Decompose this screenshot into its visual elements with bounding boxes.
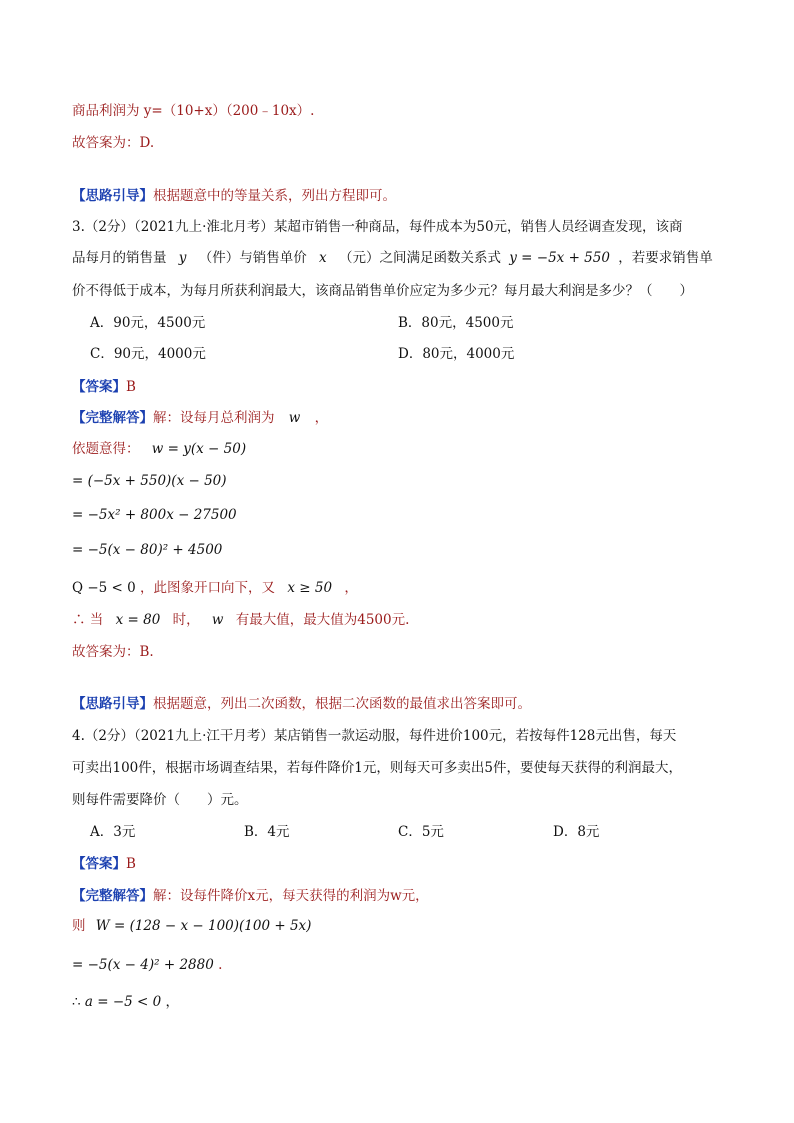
q4-option-c[interactable]: C．5元	[398, 824, 444, 840]
q3-function: y = −5x + 550	[509, 250, 610, 266]
q3-option-b[interactable]: B．80元，4500元	[398, 315, 514, 331]
q4-step3-end: ，	[165, 994, 180, 1010]
q3-step-2: = (−5x + 550)(x − 50)	[72, 473, 227, 489]
q4-option-a[interactable]: A．3元	[90, 824, 136, 840]
answer-value: B	[126, 379, 136, 395]
q3-text-b: （件）与销售单价	[198, 250, 307, 266]
q3-var-x: x	[319, 250, 327, 266]
hint-tag: 【思路引导】	[72, 188, 153, 204]
q4-stem-line-2: 可卖出100件，根据市场调查结果，若每件降价1元，则每天可多卖出5件，要使每天获得的利润最大，	[72, 760, 682, 776]
q4-step1-label: 则	[72, 918, 86, 934]
q4-step-1	[72, 916, 311, 936]
q4-answer-value: B	[126, 856, 136, 872]
q4-answer	[72, 854, 136, 874]
q4-step3-therefore: ∴	[72, 994, 81, 1010]
q3-text-a: 品每月的销售量	[72, 250, 167, 266]
hint-1	[72, 186, 396, 206]
step5-end: ，	[344, 580, 358, 596]
q4-step-2	[72, 955, 222, 975]
q4-step-3	[72, 992, 179, 1012]
q3-option-c[interactable]: C．90元，4000元	[90, 346, 206, 362]
answer-line-d: 故答案为：D.	[72, 135, 155, 151]
answer-tag: 【答案】	[72, 379, 126, 395]
step6-x: x = 80	[115, 612, 161, 628]
step6-max: 有最大值，最大值为4500元.	[235, 612, 410, 628]
q3-answer	[72, 377, 136, 397]
solution-var-w: w	[288, 410, 301, 426]
hint-2	[72, 694, 531, 714]
q3-text-c: （元）之间满足函数关系式	[338, 250, 501, 266]
q3-step-3: = −5x² + 800x − 27500	[72, 507, 237, 523]
step5-condition: x ≥ 50	[287, 580, 333, 596]
q4-option-b[interactable]: B．4元	[244, 824, 290, 840]
q4-step1-math: W = (128 − x − 100)(100 + 5x)	[95, 918, 312, 934]
q3-stem-line-2	[72, 248, 713, 268]
solution-intro-text: 解：设每月总利润为	[153, 410, 275, 426]
solution-comma: ，	[314, 410, 329, 426]
q4-answer-tag: 【答案】	[72, 856, 126, 872]
q4-solution-intro	[72, 886, 429, 906]
q3-step-5	[72, 578, 358, 598]
q3-step-6	[72, 610, 409, 630]
q3-option-d[interactable]: D．80元，4000元	[398, 346, 515, 362]
profit-expression: 商品利润为 y=（10+x）（200﹣10x）.	[72, 103, 315, 119]
step5-math: Q −5 < 0	[72, 580, 136, 596]
step6-w: w	[211, 612, 224, 628]
q3-stem-line-1: 3.（2分）（2021九上·淮北月考）某超市销售一种商品，每件成本为50元，销售人员经调查发现，该商	[72, 219, 683, 235]
q4-step2-math: = −5(x − 4)² + 2880	[72, 957, 214, 973]
q3-stem-line-3: 价不得低于成本，为每月所获利润最大，该商品销售单价应定为多少元？每月最大利润是多少？（ ）	[72, 283, 693, 299]
q3-option-a[interactable]: A．90元，4500元	[90, 315, 206, 331]
q4-step2-end: .	[218, 957, 223, 973]
q4-solution-tag: 【完整解答】	[72, 888, 153, 904]
q3-var-y: y	[178, 250, 187, 266]
step1-math: w = y(x − 50)	[151, 441, 247, 457]
hint2-tag: 【思路引导】	[72, 696, 153, 712]
q3-step-4: = −5(x − 80)² + 4500	[72, 542, 223, 558]
q4-option-d[interactable]: D．8元	[553, 824, 600, 840]
step6-therefore: ∴ 当	[72, 612, 104, 628]
q4-stem-line-1: 4.（2分）（2021九上·江干月考）某店销售一款运动服，每件进价100元，若按每件128元出售，每天	[72, 728, 677, 744]
q3-step-1	[72, 439, 246, 459]
q4-step3-math: a = −5 < 0	[84, 994, 162, 1010]
hint-text: 根据题意中的等量关系，列出方程即可。	[153, 188, 396, 204]
q3-text-d: ，若要求销售单	[618, 250, 713, 266]
step6-when: 时，	[172, 612, 200, 628]
q3-solution-intro	[72, 408, 328, 428]
hint2-text: 根据题意，列出二次函数，根据二次函数的最值求出答案即可。	[153, 696, 531, 712]
q4-stem-line-3: 则每件需要降价（ ）元。	[72, 792, 248, 808]
step5-text: ，此图象开口向下，又	[140, 580, 276, 596]
solution-tag: 【完整解答】	[72, 410, 153, 426]
q3-final-answer: 故答案为：B.	[72, 644, 154, 660]
q4-solution-text: 解：设每件降价x元，每天获得的利润为w元，	[153, 888, 429, 904]
step1-label: 依题意得：	[72, 441, 140, 457]
